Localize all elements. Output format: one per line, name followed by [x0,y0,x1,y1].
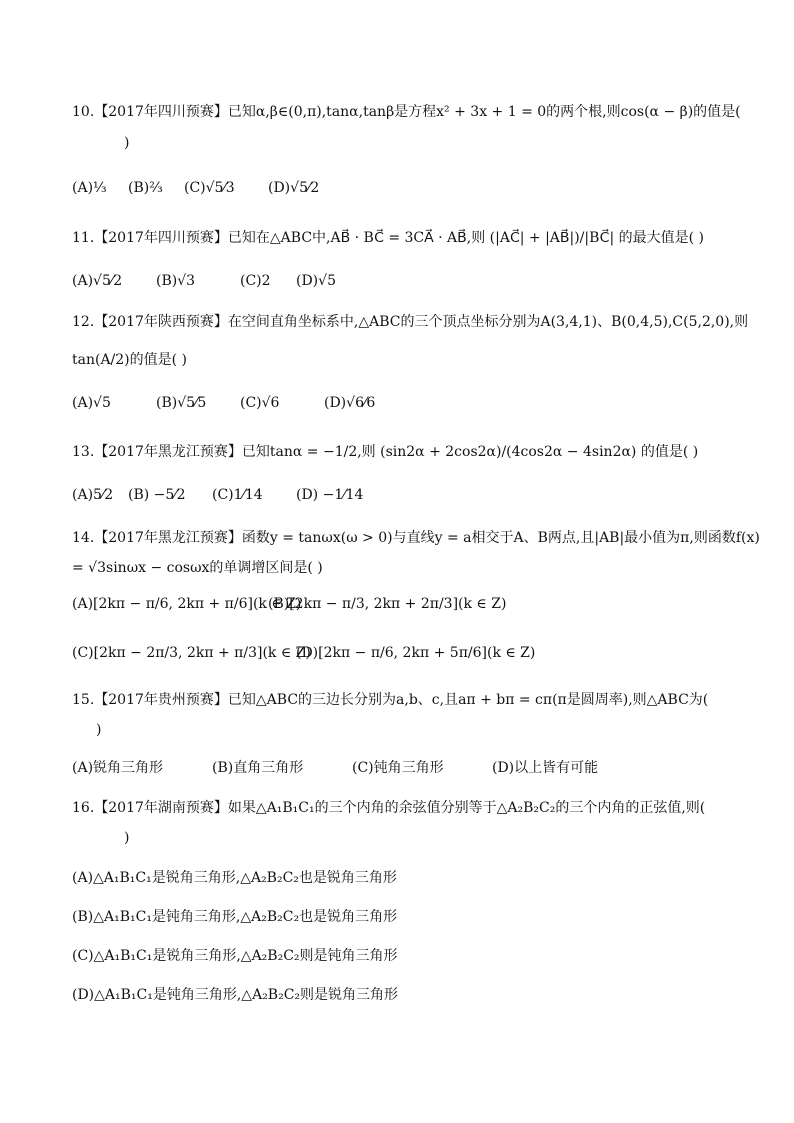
q11-stem: 11.【2017年四川预赛】已知在△ABC中,AB⃗ · BC⃗ = 3CA⃗ · AB⃗,则 (|AC⃗| + |AB⃗|)/|BC⃗| 的最大值是( ) [72,230,704,246]
q14-option-c: (C)[2kπ − 2π/3, 2kπ + π/3](k ∈ Z) [72,645,311,661]
q15-close-paren: ) [96,722,102,738]
q13-option-d: (D) −1⁄14 [296,487,364,503]
q10-option-a: (A)¹⁄₃ [72,180,107,196]
q12-option-a: (A)√5 [72,395,111,411]
q14-option-d: (D)[2kπ − π/6, 2kπ + 5π/6](k ∈ Z) [296,645,536,661]
q14-option-a: (A)[2kπ − π/6, 2kπ + π/6](k ∈ Z) [72,596,302,612]
q12-option-c: (C)√6 [240,395,280,411]
q11-option-d: (D)√5 [296,273,336,289]
q14-stem-continued: = √3sinωx − cosωx的单调增区间是( ) [72,560,323,576]
q15-option-b: (B)直角三角形 [212,760,304,776]
q15-option-a: (A)锐角三角形 [72,760,164,776]
q13-option-c: (C)1⁄14 [212,487,263,503]
q16-close-paren: ) [124,830,130,846]
q11-option-c: (C)2 [240,273,271,289]
q10-stem: 10.【2017年四川预赛】已知α,β∈(0,π),tanα,tanβ是方程x² + 3x + 1 = 0的两个根,则cos(α − β)的值是( [72,104,741,120]
q16-option-d: (D)△A₁B₁C₁是钝角三角形,△A₂B₂C₂则是锐角三角形 [72,987,399,1003]
q15-option-c: (C)钝角三角形 [352,760,444,776]
q16-option-c: (C)△A₁B₁C₁是锐角三角形,△A₂B₂C₂则是钝角三角形 [72,948,398,964]
q14-stem: 14.【2017年黑龙江预赛】函数y = tanωx(ω > 0)与直线y = a相交于A、B两点,且|AB|最小值为π,则函数f(x) [72,530,760,546]
q16-stem: 16.【2017年湖南预赛】如果△A₁B₁C₁的三个内角的余弦值分别等于△A₂B₂C₂的三个内角的正弦值,则( [72,800,706,816]
q10-option-c: (C)√5⁄3 [184,180,235,196]
q15-option-d: (D)以上皆有可能 [492,760,599,776]
q10-option-d: (D)√5⁄2 [268,180,320,196]
q11-option-a: (A)√5⁄2 [72,273,123,289]
q11-option-b: (B)√3 [156,273,196,289]
q14-option-b: (B)[2kπ − π/3, 2kπ + 2π/3](k ∈ Z) [268,596,507,612]
q10-close-paren: ) [124,135,130,151]
q13-option-b: (B) −5⁄2 [128,487,186,503]
q15-stem: 15.【2017年贵州预赛】已知△ABC的三边长分别为a,b、c,且aπ + bπ = cπ(π是圆周率),则△ABC为( [72,692,709,708]
q16-option-a: (A)△A₁B₁C₁是锐角三角形,△A₂B₂C₂也是锐角三角形 [72,870,397,886]
q12-option-d: (D)√6⁄6 [324,395,376,411]
q12-option-b: (B)√5⁄5 [156,395,207,411]
q16-option-b: (B)△A₁B₁C₁是钝角三角形,△A₂B₂C₂也是锐角三角形 [72,909,398,925]
q10-option-b: (B)²⁄₃ [128,180,163,196]
q13-stem: 13.【2017年黑龙江预赛】已知tanα = −1/2,则 (sin2α + 2cos2α)/(4cos2α − 4sin2α) 的值是( ) [72,444,699,460]
q12-stem-continued: tan(A/2)的值是( ) [72,352,188,368]
q12-stem: 12.【2017年陕西预赛】在空间直角坐标系中,△ABC的三个顶点坐标分别为A(3,4,1)、B(0,4,5),C(5,2,0),则 [72,314,749,330]
q13-option-a: (A)5⁄2 [72,487,114,503]
